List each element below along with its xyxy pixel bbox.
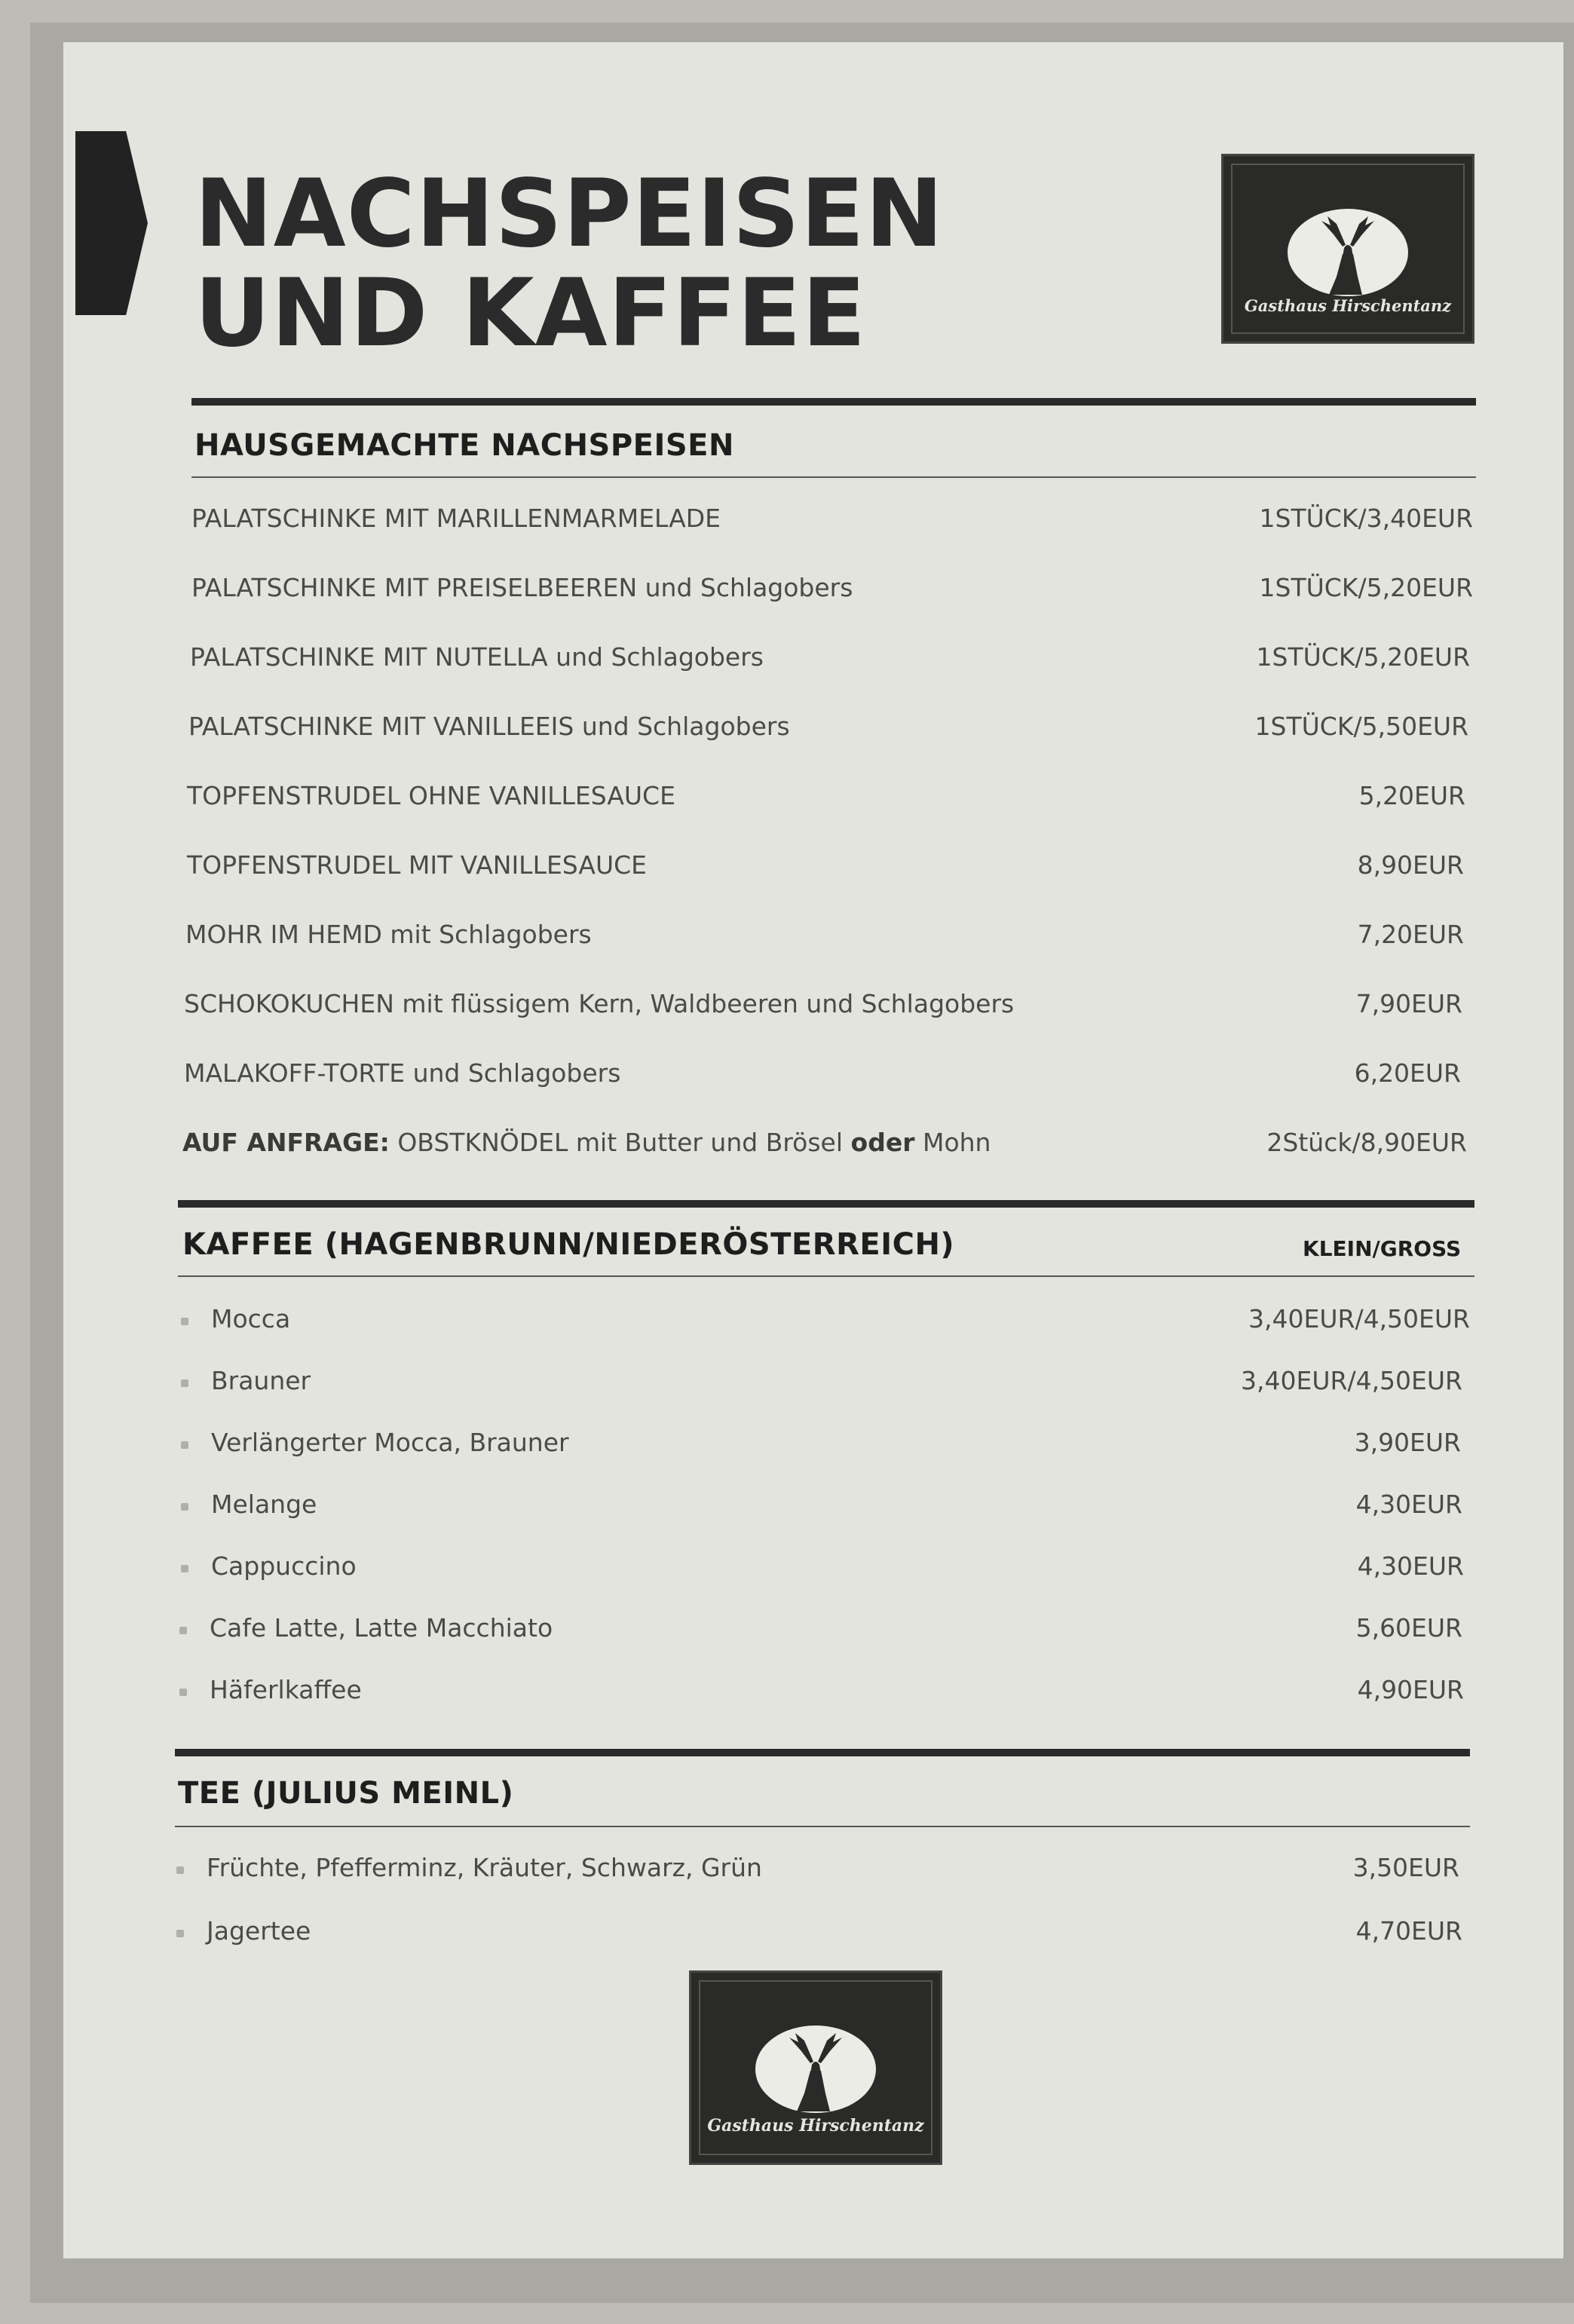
list-item: Jagertee 4,70EUR — [176, 1916, 1462, 1954]
bullet-icon — [181, 1379, 188, 1387]
section-heading-desserts: HAUSGEMACHTE NACHSPEISEN — [194, 428, 734, 463]
bullet-icon — [181, 1318, 188, 1325]
list-item: SCHOKOKUCHEN mit flüssigem Kern, Waldbeeren und Schlagobers 7,90EUR — [184, 989, 1462, 1018]
size-note: KLEIN/GROSS — [1303, 1236, 1462, 1261]
list-item-on-request: AUF ANFRAGE: OBSTKNÖDEL mit Butter und Brösel oder Mohn 2Stück/8,90EUR — [182, 1128, 1467, 1157]
list-item: Mocca 3,40EUR/4,50EUR — [181, 1304, 1470, 1342]
divider — [178, 1275, 1474, 1277]
page-title — [194, 160, 945, 368]
bullet-icon — [176, 1930, 184, 1937]
divider — [175, 1749, 1470, 1756]
list-item: Früchte, Pfefferminz, Kräuter, Schwarz, Grün 3,50EUR — [176, 1853, 1459, 1891]
list-item: Cappuccino 4,30EUR — [181, 1551, 1464, 1589]
divider — [191, 476, 1476, 478]
list-item: PALATSCHINKE MIT VANILLEEIS und Schlagobers 1STÜCK/5,50EUR — [188, 712, 1468, 741]
bullet-icon — [176, 1866, 184, 1874]
list-item: MALAKOFF-TORTE und Schlagobers 6,20EUR — [184, 1058, 1461, 1088]
section-heading-tea: TEE (JULIUS MEINL) — [178, 1776, 514, 1811]
divider — [191, 398, 1476, 406]
list-item: TOPFENSTRUDEL MIT VANILLESAUCE 8,90EUR — [187, 850, 1464, 880]
deer-icon — [1284, 201, 1412, 298]
logo-bottom — [689, 1970, 942, 2165]
bullet-icon — [179, 1689, 187, 1696]
divider — [175, 1826, 1470, 1827]
list-item: Verlängerter Mocca, Brauner 3,90EUR — [181, 1428, 1461, 1465]
divider — [178, 1200, 1474, 1208]
bullet-icon — [179, 1627, 187, 1634]
list-item: TOPFENSTRUDEL OHNE VANILLESAUCE 5,20EUR — [187, 781, 1465, 810]
list-item: Häferlkaffee 4,90EUR — [179, 1675, 1464, 1713]
list-item: PALATSCHINKE MIT NUTELLA und Schlagobers 1STÜCK/5,20EUR — [190, 642, 1470, 672]
section-heading-coffee: KAFFEE (HAGENBRUNN/NIEDERÖSTERREICH) — [182, 1227, 955, 1262]
logo-text: Gasthaus Hirschentanz — [707, 2116, 924, 2136]
bullet-icon — [181, 1441, 188, 1449]
title-line-1: NACHSPEISEN — [194, 160, 945, 268]
list-item: Melange 4,30EUR — [181, 1490, 1462, 1527]
bullet-icon — [181, 1503, 188, 1511]
list-item: Brauner 3,40EUR/4,50EUR — [181, 1366, 1462, 1404]
list-item: MOHR IM HEMD mit Schlagobers 7,20EUR — [185, 920, 1464, 949]
list-item: PALATSCHINKE MIT MARILLENMARMELADE 1STÜCK/3,40EUR — [191, 504, 1473, 533]
deer-icon — [752, 2016, 880, 2114]
title-line-2: UND KAFFEE — [194, 259, 867, 368]
list-item: PALATSCHINKE MIT PREISELBEEREN und Schlagobers 1STÜCK/5,20EUR — [191, 573, 1473, 602]
logo-text: Gasthaus Hirschentanz — [1244, 296, 1452, 315]
bullet-icon — [181, 1565, 188, 1572]
logo-top — [1221, 154, 1474, 344]
list-item: Cafe Latte, Latte Macchiato 5,60EUR — [179, 1613, 1462, 1651]
